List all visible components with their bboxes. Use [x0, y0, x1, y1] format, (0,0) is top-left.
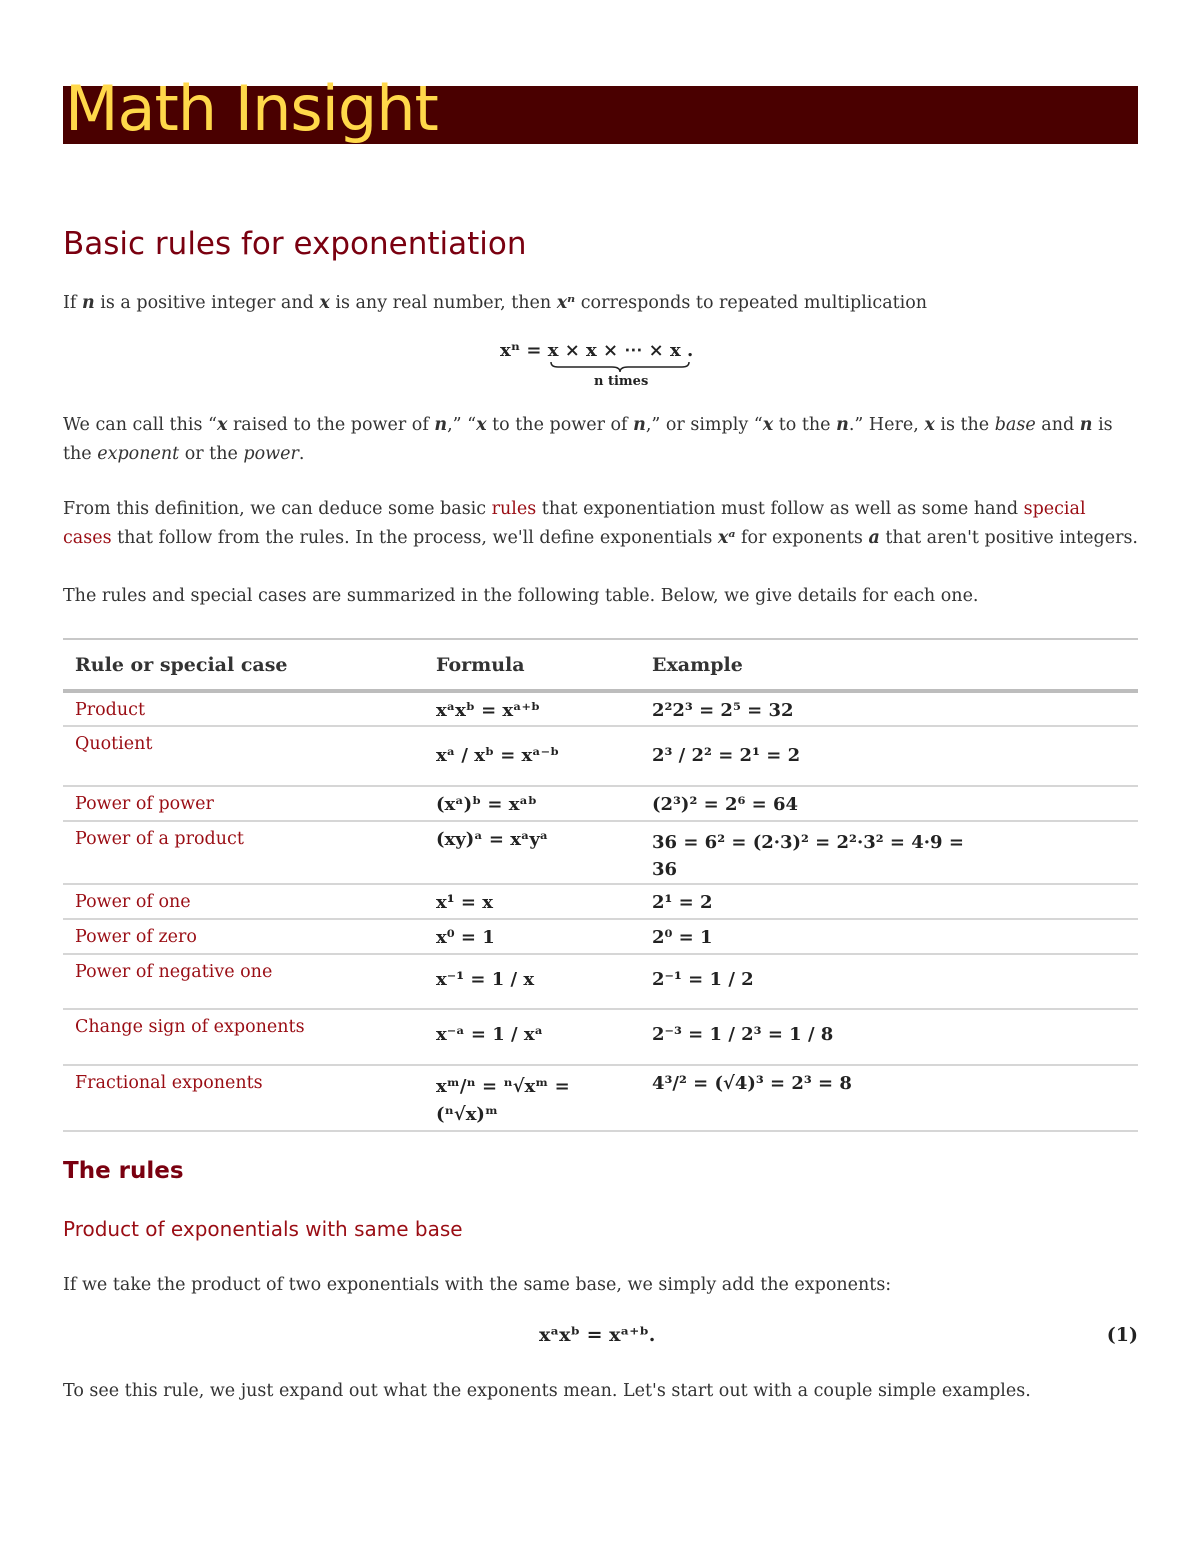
rule-link-change-sign[interactable]: Change sign of exponents: [75, 1017, 305, 1037]
rule-link-product[interactable]: Product: [75, 700, 145, 720]
formula-cell: (xy)ᵃ = xᵃyᵃ: [424, 821, 640, 884]
rule-link-quotient[interactable]: Quotient: [75, 734, 153, 754]
page-title: Basic rules for exponentiation: [63, 226, 527, 262]
header-rule: Rule or special case: [63, 639, 424, 691]
formula-cell: x⁻ᵃ = 1 / xᵃ: [424, 1009, 640, 1065]
underbrace-icon: [550, 361, 690, 373]
example-cell: 2²2³ = 2⁵ = 32: [640, 691, 1138, 726]
equation-number: (1): [1106, 1324, 1138, 1346]
rule-link-power-of-product[interactable]: Power of a product: [75, 829, 244, 849]
rule-link-fractional-exponents[interactable]: Fractional exponents: [75, 1073, 263, 1093]
table-row: [63, 884, 1138, 919]
rule-link-power-of-negative-one[interactable]: Power of negative one: [75, 962, 273, 982]
rule-link-power-of-one[interactable]: Power of one: [75, 892, 191, 912]
intro-paragraph-4: The rules and special cases are summarized in the following table. Below, we give details for each one.: [63, 586, 979, 606]
formula-cell: xᵃ / xᵇ = xᵃ⁻ᵇ: [424, 726, 640, 786]
header-formula: Formula: [424, 639, 640, 691]
formula-cell: x¹ = x: [424, 884, 640, 919]
example-cell: 2³ / 2² = 2¹ = 2: [640, 726, 1138, 786]
table-row: [63, 1065, 1138, 1131]
page: [63, 72, 1138, 1401]
intro-paragraph-2: We can call this “x raised to the power of n,” “x to the power of n,” or simply “x to the n.” Here, x is the base and n is the exponent or the power.: [63, 415, 1113, 464]
example-cell: 2⁻¹ = 1 / 2: [640, 954, 1138, 1009]
expand-paragraph: To see this rule, we just expand out what the exponents mean. Let's start out with a couple simple examples.: [63, 1381, 1031, 1401]
table-row: [63, 691, 1138, 726]
example-cell: (2³)² = 2⁶ = 64: [640, 786, 1138, 821]
example-cell: 2⁰ = 1: [640, 919, 1138, 954]
intro-paragraph-3: From this definition, we can deduce some basic rules that exponentiation must follow as well as some hand special cases that follow from the rules. In the process, we'll define exponentials xᵃ for exponents a that aren't positive integers.: [63, 499, 1138, 548]
repeated-multiplication-formula: xⁿ = x × x × ⋯ × x .: [500, 340, 694, 361]
table-row: [63, 954, 1138, 1009]
product-rule-paragraph: If we take the product of two exponentials with the same base, we simply add the exponents:: [63, 1275, 892, 1295]
header-example: Example: [640, 639, 1138, 691]
example-cell: 36 = 6² = (2·3)² = 2²·3² = 4·9 = 36: [640, 821, 1138, 884]
table-row: [63, 919, 1138, 954]
table-header-row: [63, 639, 1138, 691]
subsection-heading-product: Product of exponentials with same base: [63, 1217, 463, 1241]
rule-link-power-of-power[interactable]: Power of power: [75, 794, 214, 814]
table-row: [63, 1009, 1138, 1065]
rules-link[interactable]: rules: [491, 499, 537, 519]
special-cases-link[interactable]: special cases: [63, 499, 1086, 548]
example-cell: 4³/² = (√4)³ = 2³ = 8: [640, 1065, 1138, 1131]
table-row: [63, 821, 1138, 884]
product-rule-formula: xᵃxᵇ = xᵃ⁺ᵇ.: [539, 1324, 656, 1346]
formula-cell: xᵐ/ⁿ = ⁿ√xᵐ = (ⁿ√x)ᵐ: [424, 1065, 640, 1131]
example-cell: 2¹ = 2: [640, 884, 1138, 919]
rule-link-power-of-zero[interactable]: Power of zero: [75, 927, 197, 947]
formula-cell: x⁻¹ = 1 / x: [424, 954, 640, 1009]
site-banner[interactable]: [63, 72, 1138, 145]
formula-cell: (xᵃ)ᵇ = xᵃᵇ: [424, 786, 640, 821]
example-cell: 2⁻³ = 1 / 2³ = 1 / 8: [640, 1009, 1138, 1065]
site-logo[interactable]: Math Insight: [65, 72, 438, 145]
intro-paragraph-1: If n is a positive integer and x is any real number, then xⁿ corresponds to repeated multiplication: [63, 293, 928, 313]
rules-table: [63, 638, 1138, 1132]
table-row: [63, 786, 1138, 821]
underbrace-label: n times: [594, 374, 649, 389]
formula-cell: xᵃxᵇ = xᵃ⁺ᵇ: [424, 691, 640, 726]
section-heading-rules: The rules: [63, 1158, 184, 1184]
table-row: [63, 726, 1138, 786]
formula-cell: x⁰ = 1: [424, 919, 640, 954]
